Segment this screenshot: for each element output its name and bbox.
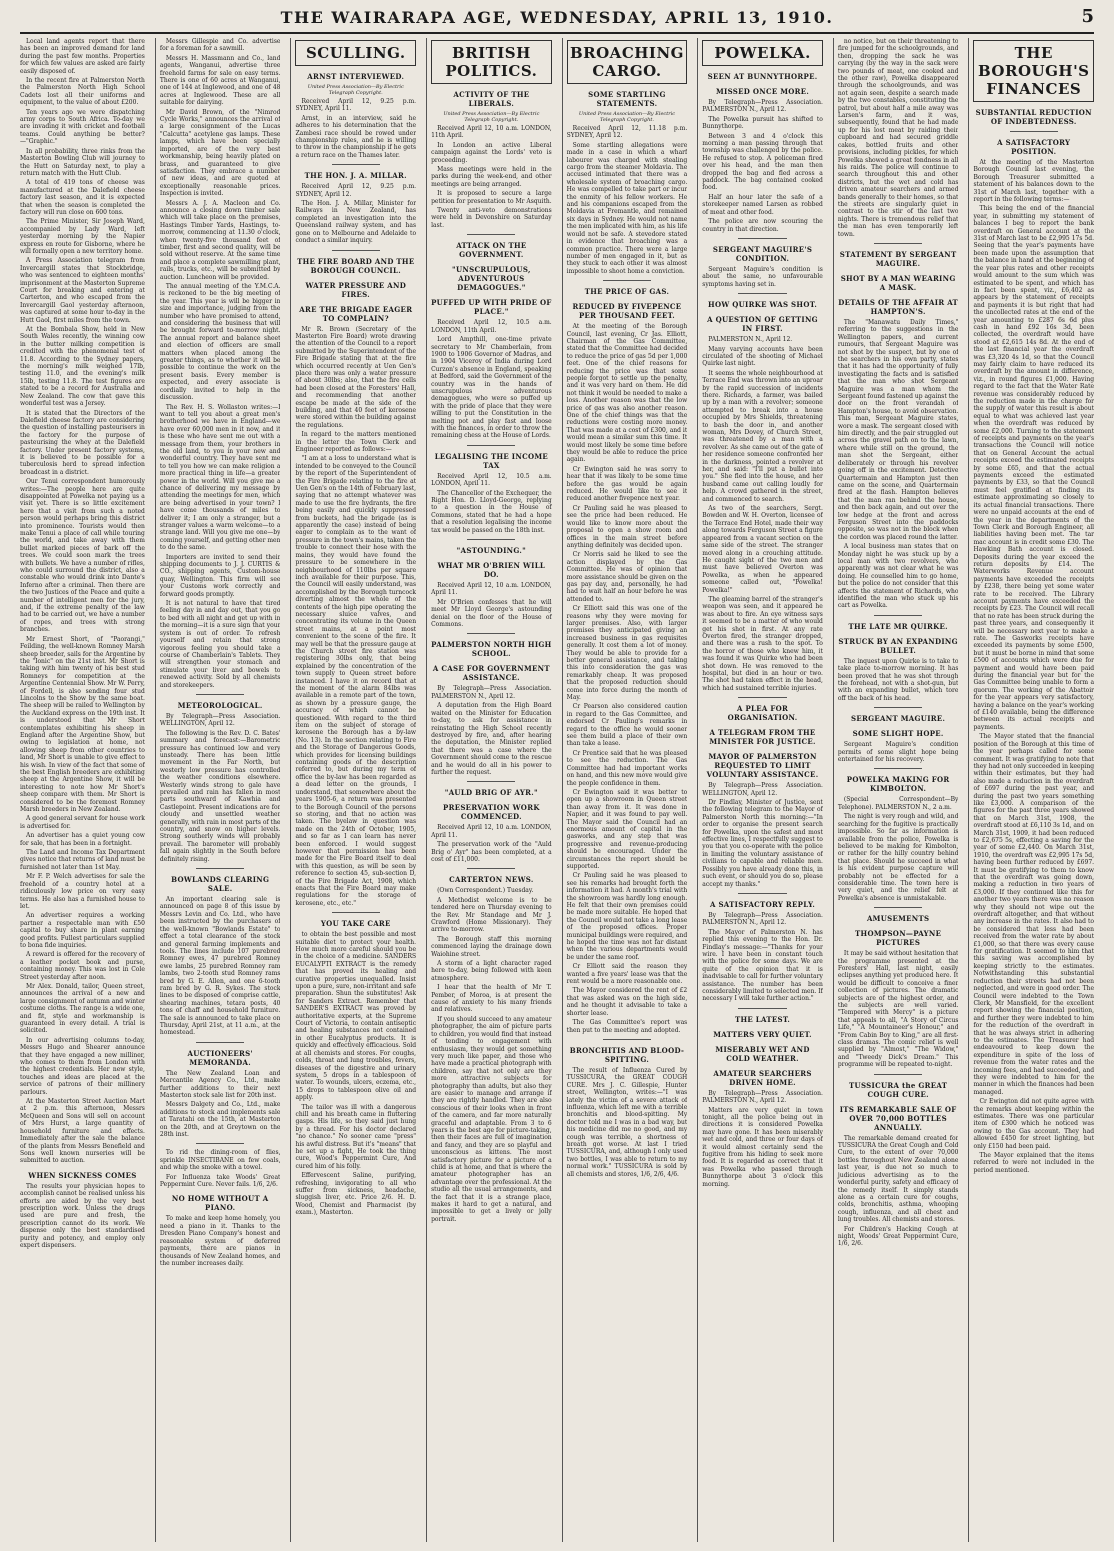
article-paragraph: Received April 12, 11.18 p.m. SYDNEY, April 12. (566, 125, 688, 140)
article-subheading: "UNSCRUPULOUS, ADVENTUROUS DEMAGOGUES." (452, 265, 531, 293)
article-subheading: SERGEANT MAGUIRE'S CONDITION. (712, 244, 813, 263)
article-subheading: WATER PRESSURE AND FIRES. (305, 280, 407, 299)
article-paragraph: As two of the searchers, Sergt. Bowden and W. H. Overton, licensee of the Terrace End Hotel, made their way along towards Ferguson Street a figure appeared from a vacant section on the same side of the street. The stranger moved along in a crouching attitude. He caught sight of the two men and must have believed Overton was Powelka, as when he appeared someone called out, "Powelka! Powelka!" (702, 505, 823, 594)
article-subheading: POWELKA MAKING FOR KIMBOLTON. (846, 775, 950, 794)
article-paragraph: Mr F. P. Welch advertises for sale the freehold of a country hotel at a ridiculously low price on very easy terms. He also has a furnished house to let. (20, 873, 145, 910)
article-paragraph: The Mayor of Palmerston N. has replied this evening to the Hon. Dr. Findlay's message:—"Thanks for your wire. I have been in constant touch with the police for some days. We are quite of the opinion that it is inadvisable to call for further voluntary assistance. The number has been considerably limited to selected men. If necessary I will take further action." (702, 928, 823, 1003)
article-paragraph: Mr O'Brien confesses that he will meet Mr Lloyd George's astounding denial on the floor of the House of Commons. (431, 598, 552, 629)
article-paragraph: Ten years ago we were dispatching army corps to South Africa. To-day we are invading it with cricket and football teams. Could anything be better?—"Graphic." (20, 108, 145, 146)
article-paragraph: Received April 12, 10.5 a.m. LONDON, 11th April. (431, 319, 552, 334)
article-paragraph: The New Zealand Loan and Mercantile Agency Co., Ltd., make further additions to their next Masterton stock sale list for 20th inst. (159, 1069, 281, 1099)
article-paragraph: The inquest upon Quirke is to take to take place to-morrow morning. It has been proved that he was shot through the forehead, not with a shot-gun, but with an expanding bullet, which tore off the back of his head. (837, 657, 959, 702)
article-paragraph: For Influenza take Woods' Great Peppermint Cure. Never fails. 1/6, 2/6. (159, 1173, 281, 1189)
article-paragraph: Mr Alex. Donald, tailor, Queen street, announces the arrival of a new and large consignment of autumn and winter costume cloths. The range is a wide one, and fit, style and workmanship is guaranteed in every detail. A trial is solicited. (20, 982, 145, 1035)
article-subheading: MISERABLY WET AND COLD WEATHER. (715, 1044, 810, 1063)
article-subheading: SEEN AT BUNNYTHORPE. (707, 72, 818, 81)
article-paragraph: An advertiser requires a working partner a respectable man with £50 capital to buy share in plant earning good profits. Fullest particulars supplied to bona fide inquiries. (20, 912, 145, 949)
section-divider (332, 164, 380, 165)
article-paragraph: Messrs Dalgety and Co., Ltd., make additions to stock and implements sale at Taratahi on the 15th, at Masterton on the 20th, and at Greytown on the 28th inst. (159, 1101, 281, 1139)
article-paragraph: It is not natural to have that tired feeling day in and day out, that you go to bed with all night and get up with in the morning—it is a sure sign that your system is out of order. To refresh yourself and retain that strong vigorous feeling you should take a course of Chamberlain's Tablets. They will strengthen your stomach and stimulate your liver and bowels to renewed activity. Sold by all chemists and storekeepers. (159, 600, 281, 689)
article-paragraph: At the meeting of the Borough Council, last evening, Cr Jas. Elliott, Chairman of the Gas Committee, stated that the Committee had decided to reduce the price of gas 5d per 1,000 feet. One of the chief reasons for reducing the price was that some people forgot to settle up the penalty, and it was very hard on them. He did not think it would be needed to make a loss. Another reason was that the low price of gas was also another reason. One of the chief things was that the reductions were costing more money. That was made at a cost of £300, and it would mean a similar sum this time. It would most likely be some time before they would be able to reduce the price again. (566, 323, 688, 464)
article-subheading: STRUCK BY AN EXPANDING BULLET. (838, 636, 958, 655)
section-divider (467, 633, 515, 634)
article-paragraph: Mr R. Brown (Secretary of the Masterton Fire Board) wrote drawing the attention of the Council to a report submitted by the Superintendent of the Fire Brigade stating that at the fire which occurred recently at Uen Gen's place there was only a water pressure of about 30lbs; also, that the fire cells had been closed at the Foresters' Hall, and recommending that another escape be made at the side of the building, and that 40 feet of kerosene were stored within the building against the regulations. (295, 325, 417, 429)
article-paragraph: Messrs A. J. A. Macleon and Co. announce a closing down timber sale which will take place on the premises, Hastings Timber Yards, Hastings, to-morrow, commencing at 11.30 o'clock, when twenty-five thousand feet of timber, first and second quality, will be sold without reserve. At the same time and place a complete sawmilling plant, rails, trucks, etc., will be submitted by auction. Luncheon will be provided. (159, 199, 281, 281)
article-paragraph: Sergeant Maguire's condition is about the same, no unfavourable symptoms having set in. (702, 265, 823, 288)
article-subheading: MISSED ONCE MORE. (715, 87, 810, 96)
article-paragraph: (Special Correspondent—By Telephone). PALMERSTON N., 2 a.m. (837, 796, 959, 811)
article-paragraph: It is proposed to secure a large petition for presentation to Mr Asquith. (431, 190, 552, 205)
article-paragraph: To rid the dining-room of flies, sprinkle INSECTIBANE on few coals, and whip the smoke with a towel. (159, 1149, 281, 1172)
section-divider (196, 694, 244, 695)
article-paragraph: Cr Ewington did not quite agree with the remarks about keeping within the estimates. There was one particular item of £300 which he noticed was owing to the Gas account. They had allowed £450 for street lighting, but only £150 had been paid. (973, 1098, 1095, 1150)
article-paragraph: The Land and Income Tax Department gives notice that returns of land must be furnished not later than 1st May. (20, 849, 145, 871)
section-divider (467, 445, 515, 446)
article-paragraph: If you should succeed to any amateur photographer, the aim of picture parts to children, you would find that instead of tending to engagement with enthusiasm, they would get something very much like paper, and those who have made a practical photograph with children, say that not only are they more attractive subjects for photography than adults, but also they are easier to manage and arrange if they are rightly handled. They are also conscious of their looks when in front of the camera, and far more naturally graceful and adaptable. From 3 to 6 years is the best age for picture-taking, then their faces are full of imagination and fancy, and they are so playful and unconscious as kittens. The most satisfactory picture for a picture of a child is at home, and that is where the amateur photographer has an advantage over the professional. At the studio all the usual arrangements, and the fact that it is a strange place, makes it hard to get a natural, and impossible to get a lively or jolly portrait. (431, 1015, 552, 1223)
article-paragraph: Cr Norris said he liked to see the action displayed by the Gas Committee. He was of opinion that more assistance should be given on the gas pay day, and, personally, he had had to wait half an hour before he was attended to. (566, 551, 688, 603)
article-paragraph: Received April 12, 9.25 p.m. SYDNEY, April 12. (295, 183, 417, 198)
article-subheading: THE FIRE BOARD AND THE BOROUGH COUNCIL. (297, 256, 415, 275)
article-subheading: SOME STARTLING STATEMENTS. (588, 90, 666, 108)
article-paragraph: Cr Ewington said it was better to open up a showroom in Queen street than away from it. It was done in Napier, and it was found to pay well. The Mayor said the Council had an enormous amount of capital in the gasworks, and any step that was progressive and revenue-producing should be encouraged. Under the circumstances the report should be supported. (566, 788, 688, 870)
section-divider (467, 539, 515, 540)
section-divider (332, 250, 380, 251)
article-subheading: A PLEA FOR ORGANISATION. (727, 704, 798, 723)
article-paragraph: It is stated that the Directors of the Dalefield cheese factory are considering the question of installing pasteurisers in the factory for the purpose of pasteurising the whey at the Dalefield factory. Under present factory systems, it is believed to be possible for a tuberculosis herd to spread infection broadcast in a district. (20, 409, 145, 476)
section-divider (874, 243, 922, 244)
article-paragraph: An advertiser has a quiet young cow for sale, that has been in a fortnight. (20, 832, 145, 847)
newspaper-columns (20, 38, 1094, 1542)
section-divider (738, 293, 786, 294)
article-subheading: THE HON. J. A. MILLAR. (304, 171, 407, 181)
article-paragraph: Dr Findlay, Minister of Justice, sent the following telegram to the Mayor of Palmerston North this morning:—"In order to organise the present search for Powelka, upon the safest and most effective lines, I respectfully suggest to you that you co-operate with the police in limiting the voluntary assistance of civilians to capable and reliable men. Possibly you have already done this, in such event, or should you do so, please accept my thanks." (702, 799, 823, 888)
article-paragraph: The following is the Rev. D. C. Bates' summary and forecast:—Barometric pressure has continued low and very unsteady. There has been little movement in the Far North, but westerly low pressure has controlled the weather conditions elsewhere. Westerly winds strong to gale have prevailed and rain has fallen in most parts southward of Kawhia and Castlepoint. Present indications are for cloudy and unsettled weather generally, with rain in most parts of the country, and snow on higher levels. Strong southerly winds will probably prevail. The barometer will probably fall again slightly in the South before definitely rising. (159, 729, 281, 863)
article-paragraph: In the recent fire at Palmerston North the Palmerston North High School Cadets lost all their uniforms and equipment, to the value of about £200. (20, 77, 145, 107)
article-subheading: THOMPSON—PAYNE PICTURES (855, 929, 942, 948)
article-subheading: MATTERS VERY QUIET. (713, 1029, 812, 1039)
article-subheading: BOWLANDS CLEARING SALE. (171, 875, 270, 894)
article-subheading: REDUCED BY FIVEPENCE PER THOUSAND FEET. (572, 302, 682, 321)
article-paragraph: A deputation from the High Board waited on the Minister for Education to-day, to ask for assistance in reinstating the High School recently destroyed by fire, and, after hearing the deputation, the Minister replied that there was a case where the Government should come to the rescue and he would do all in his power to further the request. (431, 702, 552, 776)
article-paragraph: Between 3 and 4 o'clock this morning a man passing through that township was challenged by the police. He refused to stop. A policeman fired over his head, and the man then dropped the bag and fled across a paddock. The bag contained cooked food. (702, 132, 823, 192)
section-divider (874, 768, 922, 769)
article-paragraph: It may be said without hesitation that the programme presented at the Foresters' Hall, last night, easily eclipses anything yet produced here. It would be difficult to conceive a finer collection of pictures. The dramatic subjects are of the highest order, and the subjects are well varied. "Tempered with Mercy" is a picture that appeals to all, "A Story of Circus Life," "A Mountaineer's Honour," and "From Cabin Boy to King," are all first-class dramas. The comic relief is well supplied by "Almost," "The Widow," and "Tweedy Dick's Dream." This programme will be repeated to-night. (837, 950, 959, 1069)
article-subheading: PUFFED UP WITH PRIDE OF PLACE." (431, 298, 552, 317)
article-paragraph: Cr Pearson also considered caution in regard to the Gas Committee, and endorsed Cr Pauling's remarks in regard to the office he would sooner see them build a place of their own than take a lease. (566, 703, 688, 748)
article-subheading: LEGALISING THE INCOME TAX (434, 451, 549, 470)
article-subheading: AMATEUR SEARCHERS DRIVEN HOME. (713, 1068, 812, 1087)
article-paragraph: The Prime Minister, Sir Joseph Ward, accompanied by Lady Ward, left yesterday morning by the Napier express en route for Gisborne, where he will formally open a new territory home. (20, 218, 145, 255)
article-paragraph: (Own Correspondent.) Tuesday. (437, 887, 534, 895)
article-paragraph: Twenty anti-veto demonstrations were held in Devonshire on Saturday last. (431, 207, 552, 229)
masthead (20, 6, 1094, 34)
article-subheading: A SATISFACTORY REPLY. (709, 899, 816, 909)
article-paragraph: By Telegraph—Press Association. PALMERSTON N., April 12. (702, 911, 823, 927)
section-divider (603, 280, 651, 281)
column-5 (562, 38, 688, 1542)
article-paragraph: Messrs H. Massmann and Co., land agents, Wanganui, advertise three freehold farms for sale on easy terms. There is one of 60 acres at Wanganui, one of 144 at Inglewood, and one of 48 acres at Inglewood. These are all suitable for dairying. (159, 54, 281, 107)
article-paragraph: A total of 419 tons of cheese was manufactured at the Dalefield cheese factory last season, and it is expected that when the season is completed the factory will run close on 600 tons. (20, 179, 145, 216)
article-paragraph: In all probability, three rinks from the Masterton Bowling Club will journey to the Hutt on Saturday next, to play a return match with the Hutt Club. (20, 147, 145, 177)
article-subheading: CARTERTON NEWS. (449, 875, 534, 885)
article-subheading: WHAT MR O'BRIEN WILL DO. (437, 561, 546, 580)
article-subheading: BRONCHITIS AND BLOOD-SPITTING. (569, 1045, 685, 1064)
wire-credit: United Press Association—By Electric Telegraph Copyright. (307, 84, 404, 96)
column-6 (697, 38, 823, 1542)
article-paragraph: In regard to the matters mentioned in the letter the Town Clerk and Engineer reported as follows:— (295, 431, 417, 453)
section-divider (196, 1042, 244, 1043)
article-paragraph: Received April 12, 9.25 p.m. SYDNEY, April 11. (295, 98, 417, 113)
article-paragraph: The Chancellor of the Exchequer, the Right Hon. D. Lloyd-George, replying to a question in the House of Commons, stated that he had a hope that a resolution legalising the income tax would be passed on the 18th inst. (431, 489, 552, 534)
article-paragraph: By Telegraph—Press Association. PALMERSTON N., April 12. (702, 1089, 823, 1105)
article-paragraph: Cr Elliott said the reason they wanted a five years' lease was that the rent would be a more reasonable one. (566, 963, 688, 986)
article-paragraph: In London an active Liberal campaign against the Lords' veto is proceeding. (431, 141, 552, 164)
article-paragraph: I hear that the health of Mr T. Pember, of Moroa, is at present the cause of anxiety to his many friends and relatives. (431, 984, 552, 1014)
article-paragraph: A good general servant for house work is advertised for. (20, 815, 145, 830)
article-subheading: THE LATEST. (734, 1014, 791, 1024)
column-8 (968, 38, 1094, 1542)
article-paragraph: The Mayor explained that the items referred to were not included in the period mentioned. (973, 1152, 1095, 1174)
section-divider (738, 893, 786, 894)
article-paragraph: This being the end of the financial year, in submitting my statement of balances I beg to report the bank overdraft on General account at the 31st of March last to be £2,995 17s 5d. Seeing that the year's payments have been made upon the assumption that the balance in hand at the beginning of the year plus rates and other receipts would amount to the sum which was estimated to be spent, and which has in fact been spent, viz., £6,402 as appears by the statement of receipts and payments it is but right that had the uncollected rates at the end of the year amounting to £287 6s 6d plus cash in hand £92 16s 3d, been collected, the overdraft would have stood at £2,615 14s 8d. At the end of the last financial year the overdraft was £3,320 4s 1d, so that the Council may fairly claim to have reduced its overdraft by the amount in difference, viz., in round figures £1,000. Having regard to the fact that the Water Rate revenue was considerably reduced by the reduction made in the charge for the supply of water this result is about equal to what was achieved last year when the overdraft was reduced by some £2,000. Turning to the statement of receipts and payments on the year's transactions the Council will notice that on General Account the actual receipts exceed the estimated receipts by some £65, and that the actual payments exceed the estimated payments by £33, so that the Council must feel gratified at finding its estimate approximating so closely to its actual financial transactions. There were no unpaid accounts at the end of the year in the departments of the Town Clerk and Borough Engineer, all liabilities having been met. The tar mac account is in credit some £30. The Hawking Bath account is closed. Deposits during the year exceed the return deposits by £14. The Waterworks Revenue account payments have exceeded the receipts by £238, there being yet some water rate to be received. The Library account payments have exceeded the receipts by £23. The Council will recall that no rate has been struck during the past three years, and consequently it will be necessary next year to make a rate. The Gasworks receipts have exceeded its payments by some £500, but it must be borne in mind that some £500 of accounts which were due for payment and would have been paid during the financial year but for the Gas Committee being unable to form a quorum. The working of the Abattoir for the year appears very satisfactory, having a balance on the year's working of £140 available, being the difference between its actual receipts and payments. (973, 205, 1095, 731)
section-divider (738, 238, 786, 239)
article-subheading: PRESERVATION WORK COMMENCED. (443, 803, 540, 822)
wire-credit: United Press Association—By Electric Telegraph Copyright. (443, 111, 540, 123)
section-divider (467, 234, 515, 235)
article-paragraph: The result of Influenza Cured by TUSSICURA, the GREAT COUGH CURE. Mrs J. C. Gillespie, Hunter street, Wellington, writes:—"I was lately the victim of a severe attack of influenza, which left me with a terrible bronchitis and blood-spitting. My doctor told me I was in a bad way, but his medicine did me no good, and my cough was terrible, a shortness of breath got worse. At last I tried TUSSICURA, and, although I only used two bottles, I was able to return to my normal work." TUSSICURA is sold by all chemists and stores, 1/6, 2/6, 4/6. (566, 1066, 688, 1178)
article-paragraph: Received April 12, 10 a.m. LONDON, 11th April. (431, 125, 552, 140)
article-paragraph: Half an hour later the safe of a storekeeper named Larsen as robbed of meat and other food. (702, 193, 823, 216)
article-paragraph: Lord Ampthill, one-time private secretary to Mr Chamberlain, from 1900 to 1906 Governor of Madras, and in 1904 Viceroy of India during Lord Curzon's absence in England, speaking at Bedford, said the Government of the country was in the hands of unscrupulous adventurous demagogues, who were so puffed up with the pride of place that they were willing to put the Constitution in the melting pot and play fast and loose with the finances, in order to throw the remaining chess at the House of Lords. (431, 336, 552, 440)
article-paragraph: to obtain the best possible and most suitable diet to protect your health. How much more careful should you be in the choice of a medicine. SANDERS EUCALYPTI EXTRACT is the remedy that has proved its healing and curative properties unequalled. Insist upon a pure, sure, non-irritant and safe preparation. Shun the substitutes! Ask for Sanders Extract. Remember that SANDER'S EXTRACT was proved by authoritative experts, at the Supreme Court of Victoria, to contain antiseptic and healing substances not contained in other Eucalyptus products. It is quickly and effectively efficacious. Sold at all chemists and stores. For coughs, colds, throat and lung troubles, fevers, diseases of the digestive and urinary system, 5 drops in a tablespoon of water. To wounds, ulcers, eczema, etc., 15 drops to tablespoon olive oil and apply. (295, 931, 417, 1102)
article-paragraph: Received April 12, 10 a.m. LONDON, April 11. (431, 824, 552, 839)
article-subheading: ITS REMARKABLE SALE OF OVER 70,000 BOTTLES ANNUALLY. (839, 1104, 957, 1132)
article-paragraph: The preservation work of the "Auld Brig o' Ayr" has been completed, at a cost of £11,000. (431, 841, 552, 863)
column-heading: SCULLING. (295, 40, 416, 66)
page-number: 5 (1081, 6, 1094, 27)
article-paragraph: Effervescent Saline, purifying, refreshing, invigorating to all who suffer from sickness, headache, sluggish liver, etc. Price 2/6. H. D. Wood, Chemist and Pharmacist (by exam.), Masterton. (295, 1172, 417, 1217)
article-paragraph: To make and keep home homely, you need a piano in it. Thanks to the Dresden Piano Company's honest and reasonable system of deferred payments, there are pianos in thousands of New Zealand homes, and the number increases daily. (159, 1215, 281, 1267)
article-paragraph: A local business man states that on Monday night he was stuck up by a local man with two revolvers, who apparently was not clear what he was doing. He counselled him to go home, but the police do not consider that this affects the statement of Richards, who identified the man who stuck up his cart as Powelka. (837, 543, 959, 610)
article-paragraph: Cr Prentice said that he was pleased to see the reduction. The Gas Committee had had important works on hand, and this new move would give the people confidence in them. (566, 749, 688, 787)
article-paragraph: The Gas Committee's report was then put to the meeting and adopted. (566, 1019, 688, 1034)
article-paragraph: The Rev. H. S. Wollaston writes:—I want to tell you about a great men's brotherhood we have in England—we have over 60,000 men in it now, and it is these who have sent me out with a message from them, your brothers in the old land, to you in your new and wonderful country. They have sent me to tell you how we can make religion a more practical thing in life—a greater power in the world. Will you give me a chance of delivering my message by attending the meetings for men, which are being advertised in your town? I have come thousands of miles to deliver it; I am only a stranger, but a stranger values a warm welcome—to a strange land. Will you give me one—by coming yourself, and getting other men to do the same. (159, 403, 281, 552)
newspaper-title: THE WAIRARAPA AGE, WEDNESDAY, APRIL 13, 1910. (280, 8, 834, 27)
article-paragraph: Sergeant Maguire's condition permits of some slight hope being entertained for his recovery. (837, 741, 959, 764)
article-paragraph: By Telegraph—Press Association. WELLINGTON, April 12. (702, 782, 823, 797)
article-paragraph: The tailor was ill with a dangerous chill and his breath came in fluttering gasps. His life, so they said just hung by a thread. For his doctor declared "no chance." No sooner came "press" his awful distress. But it's "means" that he set up a fight, He took the thing cure, Wood's Peppermint Cure, And cured him of his folly. (295, 1103, 417, 1170)
article-paragraph: Cr Ewington said he was sorry to hear that it was likely to be some time before the gas would be again reduced. He would like to see it reduced another fivepence next year. (566, 465, 688, 503)
article-paragraph: A Press Association telegram from Invercargill states that Stockbridge, who was sentenced to eighteen months' imprisonment at the Masterton Supreme Court for breaking and entering at Carterton, and who escaped from the Invercargill Gaol yesterday afternoon, was captured at some hour to-day in the Hutt Gaol, first miles from the town. (20, 257, 145, 324)
article-subheading: HOW QUIRKE WAS SHOT. (708, 300, 818, 310)
article-paragraph: Received April 12, 10.5 a.m. LONDON, April 11. (431, 472, 552, 488)
article-paragraph: PALMERSTON N., April 12. (708, 336, 793, 344)
article-paragraph: The Borough staff this morning commenced laying the drainage down Waiohine street. (431, 935, 552, 958)
article-paragraph: It seems the whole neighbourhood at Terrace End was thrown into an uproar by the rapid succession of incidents there. Richards, a farmer, was bailed up by a man with a revolver; someone attempted to break into a house occupied by Mrs Shields, threatening to bash the door in, and another woman, Mrs Dovey, of Church Street, was threatened by a man with a revolver. As she came out of the gate of her residence someone confronted her in the darkness, pointed a revolver at her, and said: "I'll put a bullet into you." She fled into the house, and her husband came out calling loudly for help. A crowd gathered in the street, and commenced to search. (702, 369, 823, 503)
article-subheading: WHEN SICKNESS COMES (28, 1170, 137, 1180)
article-paragraph: Cr Pauling said he was pleased to see the price had been reduced. He would like to know more about the proposal to open a show room and offices in the main street before anything definitely was decided upon. (566, 504, 688, 549)
article-subheading: TUSSICURA the GREAT COUGH CURE. (849, 1080, 948, 1099)
article-paragraph: Some startling allegations were made in a case in which a wharf labourer was charged with stealing cargo from the steamer Moldavia. The accused intimated that there was a wholesale system of broaching cargo. He was compelled to take part or incur the enmity of his fellow workers. He and his companions escaped from the Moldavia at Fremantle, and remained six days in Sydney. He would not name the men implicated with him, as his life would not be safe. A stevedore stated in evidence that broaching was a common practice. There were a large number of men engaged in it, but as they stuck to each other it was almost impossible to shoot home a conviction. (566, 141, 688, 275)
article-paragraph: The "Manawatu Daily Times," referring to the suggestions in the Wellington papers, and current rumours, that Sergeant Maguire was not shot by the suspect, but by one of the searchers in his own party, states that it has had the opportunity of fully investigating the facts and is satisfied that the man who shot Sergeant Maguire was a man whom the Sergeant found fastened up against the door on the front verandah of Hampton's house, to avoid observation. This man, Sergeant Maguire states, wore a mask. The sergeant closed with him directly, and the pair struggled out across the gravel path on to the lawn, where while still on the ground, the man shot the Sergeant, either deliberately or through his revolver going off in the excitement. Detective Quartermain and Hampton just then came on the scene, and Quartermain fired at the flash. Hampton believes that the man ran behind the house, and then back again, and out over the low hedge at the front and across Ferguson Street into the paddocks opposite, so was not in the block when the cordon was placed round the latter. (837, 318, 959, 541)
article-paragraph: An important clearing sale is announced on page 8 of this issue by Messrs Levin and Co. Ltd., who have been instructed by the purchasers of the well-known "Bowlands Estate" to effect a total clearance of the stock and general farming implements and tools. The lines include 107 purebred Romney ewes, 47 purebred Romney ewe lambs, 25 purebred Romney ram lambs, two 2-tooth stud Romney rams bred by G. E. Allen, and one 6-tooth ram bred by G. R. Sykes. The stock lines to be disposed of comprise cattle, shearing machines, tetara posts, 40 tons of chaff and household furniture. The sale is announced to take place on Thursday, April 21st, at 11 a.m., at the homestead. (159, 896, 281, 1037)
section-divider (196, 1143, 244, 1144)
section-divider (874, 907, 922, 908)
section-divider (467, 781, 515, 782)
article-subheading: YOU TAKE CARE (320, 919, 391, 929)
section-divider (874, 707, 922, 708)
column-heading: BROACHING CARGO. (567, 40, 688, 84)
article-paragraph: The Hon. J. A. Millar, Minister for Railways in New Zealand, has completed an investigation into the Queensland railway system, and has gone on to Melbourne and Adelaide to conduct a similar inquiry. (295, 200, 417, 245)
column-heading: THE BOROUGH'S FINANCES (973, 40, 1094, 102)
column-4 (426, 38, 552, 1542)
article-paragraph: By Telegraph—Press Association. PALMERSTON N., April 12. (702, 99, 823, 114)
section-divider (196, 868, 244, 869)
article-subheading: A CASE FOR GOVERNMENT ASSISTANCE. (432, 664, 550, 683)
article-paragraph: The Mayor stated that the financial position of the Borough at this time of the year perhaps called for some comment. It was gratifying to note that they had not only succeeded in keeping within their estimates, but they had also made a reduction in the overdraft of £697 during the past year, and during the past two years something like £3,000. A comparison of the figures for the past three years showed that on March 31st, 1908, the overdraft stood at £6,110 3s 1d, and on March 31st, 1909, it had been reduced to £2,675 5s, effecting a saving for the year of some £2,440. On March 31st, 1910, the overdraft was £2,995 17s 5d, having been further reduced by £697. It must be gratifying to them to know that the overdraft was going down, making a reduction in two years of £3,000. If they continued like this for another two years there was no reason why they should not wipe out the overdraft altogether, and that without any increase in the rates. It also had to be considered that less had been received from the water rate by about £1,000, so that there was every cause for gratification. It seemed to him that this saving was accomplished by keeping strictly to the estimates. Notwithstanding this substantial reduction their streets had not been neglected, and were in good order. The Council were indebted to the Town Clerk, Mr Mansfield, for the excellent report showing the financial position, and further they were indebted to him for the reduction of the overdraft in that he was always strict in adhering to the estimates. The Treasurer had endeavoured to keep down the expenditure in spite of the loss of revenue from the water rates and the incoming fees, and had succeeded, and they were indebted to him for the manner in which the finances had been managed. (973, 733, 1095, 1096)
article-paragraph: Mr Ernest Short, of "Paorangi," Feilding, the well-known Romney Marsh sheep breeder, sails for the Argentine by the "Ionic" on the 21st inst. Mr Short is taking with him twenty of his best stud Romneys for competition at the Argentine Centennial Show. Mr W. Perry, of Fordell, is also sending four stud Lincolns to the Show by the same boat. The sheep will be railed to Wellington by the Auckland express on the 19th inst. It is understood that Mr Short contemplates exhibiting his sheep in England after the Argentine Show, but owing to legislation at home, not allowing sheep from other countries to land, Mr Short is unable to give effect to his wish. In view of the fact that some of the best English breeders are exhibiting sheep at the Argentine Show, it will be interesting to note how Mr Short's sheep compare with them. Mr Short is considered to be the foremost Romney Marsh breeders in New Zealand. (20, 635, 145, 814)
article-subheading: SERGEANT MAGUIRE. (851, 714, 946, 724)
section-divider (603, 1039, 651, 1040)
section-divider (332, 912, 380, 913)
column-heading: POWELKA. (702, 40, 823, 66)
article-paragraph: no notice, but on their threatening to fire jumped for the schoolgrounds, and then, dropping the sack he was carrying (by the way in the sack were two pounds of meat, one cooked and the other raw), Powelka disappeared through the schoolgrounds, and was not again seen, despite a search made by the two constables, constituting the patrol, but about half a mile away was Larsen's farm, and it was, subsequently, found that he had made up for his lost meat by raiding their cupboard and had secured griddle cakes, bottled fruits and other provisions, including pickles, for which Powelka showed a great fondness in all his raids. The police will continue to search throughout this and other districts, but the wet and cold has driven amateur searchers and armed bands generally to their homes, so that the streets are singularly quiet in contrast to the stir of the last two nights. There is tremendous relief that the man has even temporarily left town. (837, 38, 959, 238)
article-paragraph: At the meeting of the Masterton Borough Council last evening, the Borough Treasurer submitted a statement of his balances down to the 31st of March last, together with a report in the following terms:— (973, 159, 1095, 204)
article-subheading: PALMERSTON NORTH HIGH SCHOOL. (431, 640, 552, 659)
article-subheading: METEOROLOGICAL. (177, 700, 263, 710)
article-paragraph: The remarkable demand created for TUSSICURA the Great Cough and Cold Cure, to the extent of over 70,000 bottles throughout New Zealand alone last year, is due not so much to judicious advertising as to the wonderful purity, safety and efficacy of the remedy itself. It simply stands alone as a certain cure for coughs, colds, bronchitis, asthma, whooping cough, influenza, and all chest and lung troubles. All chemists and stores. (837, 1134, 959, 1224)
article-paragraph: The gleaming barrel of the stranger's weapon was seen, and it appeared he was about to fire. An eye witness says it seemed to be a matter of who would get his shot in first. At any rate Overton fired, the stranger dropped, and there was a rush to the spot. To the horror of those who knew him, it was found it was Quirke who had been shot down. He was removed to the hospital, but died in an hour or two. The shot had taken effect in the head, which had sustained terrible injuries. (702, 595, 823, 692)
article-subheading: A QUESTION OF GETTING IN FIRST. (707, 315, 818, 334)
article-paragraph: In our advertising columns to-day, Messrs Hugo and Shearer announce that they have engaged a new milliner, who comes to them from London with the highest credentials. Her new style, touches and ideas are placed at the service of patrons of their millinery parlours. (20, 1036, 145, 1096)
article-subheading: SUBSTANTIAL REDUCTION OF INDEBTEDNESS. (975, 108, 1092, 126)
article-subheading: ARNST INTERVIEWED. (307, 72, 405, 81)
section-divider (1010, 131, 1058, 132)
section-divider (467, 868, 515, 869)
section-divider (874, 1074, 922, 1075)
article-paragraph: Matters are very quiet in town tonight, all the police being out in directions it is considered Powelka may have gone. It has been miserably wet and cold, and three or four days of it would almost certainly send the fugitive from his hiding to seek more food. It is regarded as correct that it was Powelka who passed through Bunnythorpe about 3 o'clock this morning. (702, 1106, 823, 1188)
article-paragraph: At the Bombala Show, held in New South Wales recently, the winning cow in the butter milking competition is credited with the phenomenal test of 11.8. According to the Sydney papers, the morning's milk weighed 17lb, testing 11.0, and the evening's milk 15lb, testing 11.8. The test figures are stated to be a record for Australia and New Zealand. The cow that gave this wonderful test was a Jersey. (20, 326, 145, 408)
article-subheading: AMUSEMENTS (866, 914, 930, 924)
column-3 (290, 38, 416, 1542)
article-paragraph: A Methodist welcome is to be tendered here on Thursday evening to the Rev. Mr Standage and Mr J. Crawford (Home Missionary). They arrive to-morrow. (431, 896, 552, 934)
article-subheading: A TELEGRAM FROM THE MINISTER FOR JUSTICE. (709, 728, 816, 747)
article-subheading: THE PRICE OF GAS. (584, 287, 670, 297)
wire-credit: United Press Association—By Electric Telegraph Copyright. (578, 111, 676, 123)
article-paragraph: Arnst, in an interview, said he adheres to his determination that the Zambesi race should be rowed under championship rules, and he is willing to throw in the championship if he gets a return race on the Thames later. (295, 114, 417, 159)
article-paragraph: "I am at a loss to understand what is intended to be conveyed to the Council by the report of the Superintendent of the Fire Brigade relating to the fire at Uen Gen's on the 14th of February last, saying that no attempt whatever was made to use the fire hydrants, the fire being easily and quickly suppressed from buckets, had the brigade (as is apparently the case) instead of being eager to complain as to the want of pressure in the town's mains, taken the trouble to connect their hose with the mains, they would have found the pressure to be somewhere in the neighbourhood of 110lbs per square inch available for their purpose. This, the Council will easily understand, was accomplished by the Borough turncock diverting almost the whole of the contents of the high pipe operating the necessary sluice valves, and concentrating its volume in the Queen street mains, at a point most convenient to the scene of the fire. It may well be that the pressure gauge at the Church street fire station was registering 30lbs only, that being explained by the concentration of the town supply to Queen street before instanced. I have it on record that at the moment of the alarm 84lbs was available in a remote part of the town, as shown by a pressure gauge, the accuracy of which cannot be questioned. With regard to the third item on the subject of storage of kerosene the Borough has a by-law (No. 13). In the section relating to Fire and the Storage of Dangerous Goods, which provides for licensing buildings containing goods of the description referred to, but during my term of office the by-law has been regarded as a dead letter on the grounds, I understand, that somewhere about the years 1905-6, a return was presented to the Borough Council of the persons so storing, and that no action was taken. The byelaw in question was made on the 24th of October, 1905, and so far as I can learn has never been enforced. I would suggest however that permission has been made for the Fire Board itself to deal with this question, as will be seen by reference to section 45, sub-section D, of the Fire Brigade Act, 1908, which enacts that the Fire Board may make regulations for the storage of kerosene, etc., etc." (295, 455, 417, 907)
article-paragraph: By Telegraph—Press Association. PALMERSTON N., April 12. (431, 685, 552, 700)
article-paragraph: Many varying accounts have been circulated of the shooting of Michael Quirke last night. (702, 345, 823, 368)
article-subheading: ARE THE BRIGADE EAGER TO COMPLAIN? (299, 304, 413, 323)
article-paragraph: Mass meetings were held in the parks during the week-end, and other meetings are being arranged. (431, 166, 552, 188)
article-paragraph: The police are now scouring the country in that direction. (702, 218, 823, 233)
column-heading: BRITISH POLITICS. (431, 40, 552, 84)
article-subheading: ACTIVITY OF THE LIBERALS. (453, 90, 530, 108)
column-1 (20, 38, 145, 1542)
article-paragraph: Mr David Brown, of the "Nimrod Cycle Works," announces the arrival of a large consignment of the Lucas "Calcutta" acetylene gas lamps. These lamps, which have been specially imported, are of the very best workmanship, being heavily plated on brass, and guaranteed to give satisfaction. They embrace a number of new ideas, and are quoted at exceptionally reasonable prices. Inspection is invited. (159, 108, 281, 198)
article-paragraph: Our Tenui correspondent humorously writes:—The people here are quite disappointed at Powelka not paying us a visit yet. There is so little excitement here that a visit from such a noted person would perhaps bring this district into prominence. Tourists would then make Tenui a place of call while touring the world, and take away with them bullet marked pieces of bark off the trees. We could soon mark the trees with bullets. We have a number of rifles, who could surround the district, also a constable who would drink into Dante's Inferno after a criminal. Then there are the two Justices of the Peace and quite a number of intelligent men for the jury, and, if the extreme penalty of the law had to be carried out, we have a number of ropes, and trees with strong branches. (20, 478, 145, 634)
article-paragraph: Importers are invited to send their shipping documents to J. J. CURTIS & CO., shipping agents, Custom-house quay, Wellington. This firm will see your Customs work correctly and forward goods promptly. (159, 553, 281, 598)
section-divider (738, 1008, 786, 1009)
column-2 (155, 38, 281, 1542)
section-divider (874, 615, 922, 616)
article-subheading: "AULD BRIG OF AYR." (444, 788, 538, 798)
article-paragraph: The night is very rough and wild, and searching for the fugitive is practically impossible. So far as information is available from the police, Powelka is believed to be making for Kimbolton, or rather for the hilly country behind that place. Should he succeed in what is his evident purpose capture will probably not be effected for a considerable time. The town here is very quiet, and the relief felt at Powelka's absence is unmistakable. (837, 813, 959, 902)
article-paragraph: At the Masterton Street Auction Mart at 2 p.m. this afternoon, Messrs McQueen and Sons will sell on account of Mrs Hurst, a large quantity of household furniture and effects. Immediately after the sale the balance of the plants from Messrs Benefield and Sons well known nurseries will be submitted to auction. (20, 1098, 145, 1165)
article-paragraph: A storm of a light character raged here to-day, being followed with keen atmosphere. (431, 960, 552, 982)
article-subheading: DETAILS OF THE AFFAIR AT HAMPTON'S. (838, 297, 959, 316)
article-paragraph: The Mayor considered the rent of £2 that was asked was on the high side, and he thought it advisable to take a shorter lease. (566, 987, 688, 1017)
article-subheading: AUCTIONEERS' MEMORANDA. (187, 1048, 253, 1067)
article-paragraph: Local land agents report that there has been an improved demand for land during the past few months. Properties for which few values are asked are fairly easily disposed of. (20, 38, 145, 75)
article-subheading: SOME SLIGHT HOPE. (852, 729, 944, 739)
article-paragraph: The results your physician hopes to accomplish cannot be realised unless his efforts are aided by the very best prescription work. Unless the drugs used are pure and fresh, the prescription cannot do its work. We dispense only the best standardised purity and potency, and employ only expert dispensers. (20, 1182, 145, 1249)
article-subheading: A SATISFACTORY POSITION. (997, 138, 1071, 156)
article-subheading: NO HOME WITHOUT A PIANO. (171, 1194, 269, 1213)
article-subheading: ATTACK ON THE GOVERNMENT. (456, 241, 527, 260)
article-subheading: MAYOR OF PALMERSTON REQUESTED TO LIMIT VOLUNTARY ASSISTANCE. (706, 752, 819, 780)
article-paragraph: Messrs Gillespie and Co. advertise for a foreman for a sawmill. (159, 38, 281, 53)
article-subheading: SHOT BY A MAN WEARING A MASK. (840, 273, 956, 292)
article-paragraph: The annual meeting of the Y.M.C.A. is reckoned to be the big meeting of the year. This year is will be bigger in size and importance, judging from the number who have promised to attend, and considering the business that will be brought forward to-morrow night. The annual report and balance sheet and election of officers are small matters when placed among the greater things, as to whether it will be possible to continue the work on the present basis. Every member is expected, and every associate is cordially invited to help in the discussion. (159, 283, 281, 402)
article-paragraph: The Powelka pursuit has shifted to Bunnythorpe. (702, 115, 823, 131)
article-paragraph: By Telegraph—Press Association. WELLINGTON, April 12. (159, 712, 281, 728)
article-subheading: "ASTOUNDING." (456, 546, 527, 556)
column-7 (833, 38, 959, 1542)
section-divider (738, 697, 786, 698)
article-subheading: THE LATE MR QUIRKE. (848, 621, 948, 631)
article-paragraph: Cr Pauling said he was pleased to see his remarks had brought forth the information it had. A month's trial with the showroom was hardly long enough. He felt that their own premises could be made more suitable. He hoped that the Council would not take a long lease of the proposed offices. Proper municipal buildings were required, and he hoped the time was not far distant when the various departments would be under the same roof. (566, 872, 688, 961)
article-paragraph: A reward is offered for the recovery of a leather pocket book and purse, containing money. This was lost in Cole Street yesterday after noon. (20, 951, 145, 981)
article-paragraph: For Children's Hacking Cough at night, Woods' Great Peppermint Cure, 1/6, 2/6. (837, 1225, 959, 1248)
article-subheading: STATEMENT BY SERGEANT MAGUIRE. (839, 249, 957, 268)
article-paragraph: Received April 12, 10 a.m. LONDON, April 11. (431, 582, 552, 597)
article-paragraph: Cr Elliott said this was one of the reasons why they were moving for larger premises. Also, with larger premises they anticipated giving an increased business in gas requisites generally. It cost them a lot of money. They would be able to provide for a better general assistance, and taking this into consideration the gas was remarkably cheap. It was proposed that the proposed reduction should come into force during the month of May. (566, 605, 688, 702)
